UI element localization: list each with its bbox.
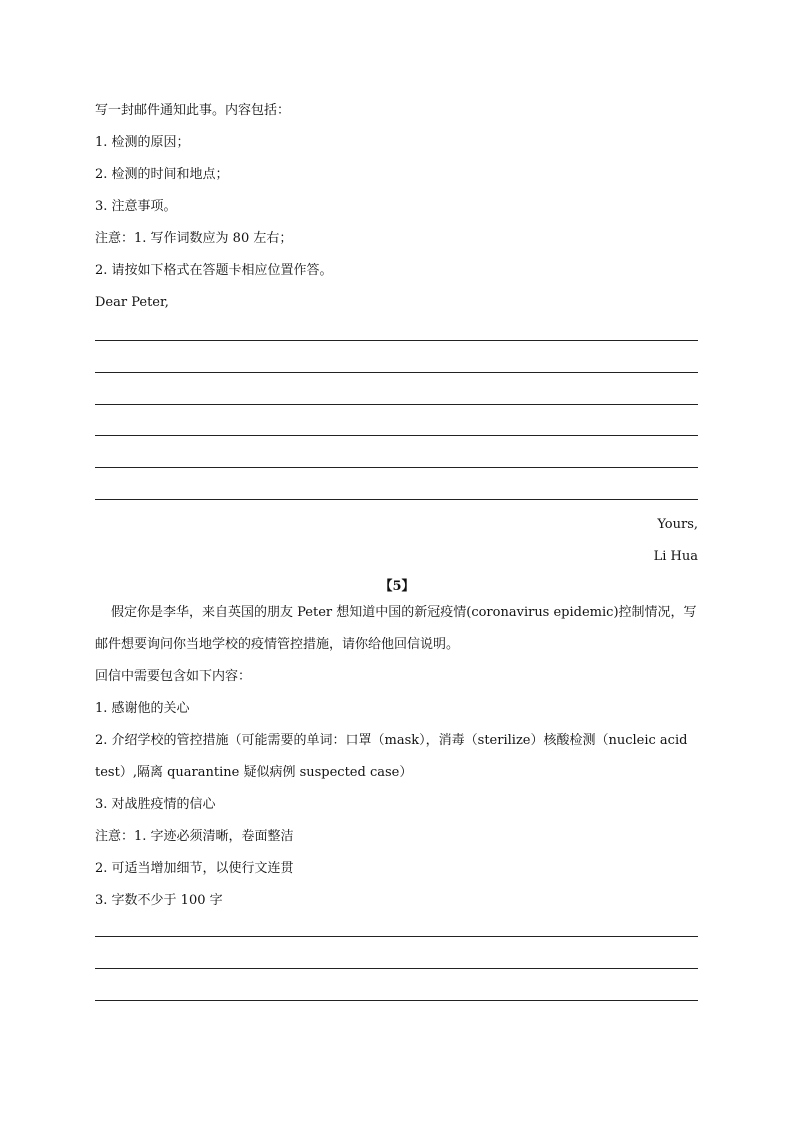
answer-line xyxy=(95,435,698,436)
section-heading: 【5】 xyxy=(379,579,415,594)
requirement-item-2-cont: test）,隔离 quarantine 疑似病例 suspected case） xyxy=(95,765,413,780)
salutation: Dear Peter, xyxy=(95,295,169,310)
answer-line xyxy=(95,467,698,468)
answer-line xyxy=(95,1000,698,1001)
answer-line xyxy=(95,936,698,937)
answer-line xyxy=(95,372,698,373)
requirement-item-3: 3. 对战胜疫情的信心 xyxy=(95,797,216,812)
content-item-1: 1. 检测的原因； xyxy=(95,135,190,150)
requirement-intro: 回信中需要包含如下内容： xyxy=(95,669,252,684)
note-2: 2. 可适当增加细节，以使行文连贯 xyxy=(95,861,294,876)
answer-line xyxy=(95,404,698,405)
answer-line xyxy=(95,499,698,500)
content-item-3: 3. 注意事项。 xyxy=(95,199,177,214)
answer-line xyxy=(95,340,698,341)
content-item-2: 2. 检测的时间和地点； xyxy=(95,167,229,182)
prompt-line-1: 假定你是李华，来自英国的朋友 Peter 想知道中国的新冠疫情(coronavirus epidemic)控制情况，写 xyxy=(111,605,697,620)
note-3: 3. 字数不少于 100 字 xyxy=(95,893,223,908)
closing: Yours, xyxy=(657,517,698,532)
prompt-line-2: 邮件想要询问你当地学校的疫情管控措施，请你给他回信说明。 xyxy=(95,637,460,652)
note-2: 2. 请按如下格式在答题卡相应位置作答。 xyxy=(95,263,333,278)
answer-line xyxy=(95,968,698,969)
task-intro: 写一封邮件通知此事。内容包括： xyxy=(95,103,291,118)
requirement-item-1: 1. 感谢他的关心 xyxy=(95,701,190,716)
note-1: 注意：1. 字迹必须清晰，卷面整洁 xyxy=(95,829,294,844)
signature: Li Hua xyxy=(653,549,698,564)
requirement-item-2: 2. 介绍学校的管控措施（可能需要的单词：口罩（mask），消毒（sterilize）核酸检测（nucleic acid xyxy=(95,733,688,748)
note-1: 注意：1. 写作词数应为 80 左右； xyxy=(95,231,293,246)
